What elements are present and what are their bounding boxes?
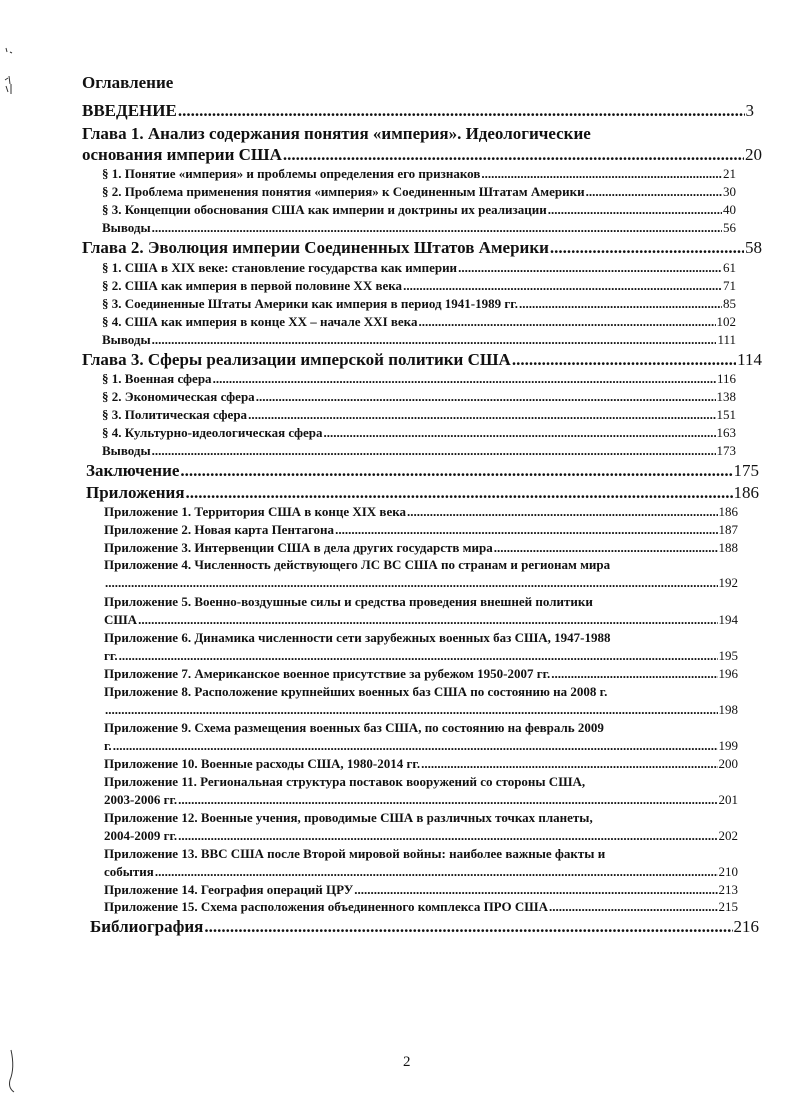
toc-entry-label: Приложение 7. Американское военное присутствие за рубежом 1950-2007 гг. <box>104 666 551 681</box>
toc-entry-page: 138 <box>716 389 736 404</box>
toc-entry-page: 201 <box>718 792 738 807</box>
toc-entry-page: 199 <box>718 738 738 753</box>
toc-entry-page: 116 <box>716 371 736 386</box>
scan-artifact-stroke <box>2 1048 22 1094</box>
toc-entry-bibliography[interactable] <box>90 917 759 937</box>
toc-entry-page: 200 <box>718 756 738 771</box>
toc-entry-label: Приложение 2. Новая карта Пентагона <box>104 522 335 537</box>
toc-entry-page: 102 <box>716 314 736 329</box>
toc-entry-app6[interactable] <box>104 648 738 664</box>
toc-entry-label: 2003-2006 гг. <box>104 792 178 807</box>
toc-entry-label: Приложение 10. Военные расходы США, 1980-2014 гг. <box>104 756 421 771</box>
toc-entry-page: 40 <box>723 202 736 217</box>
toc-leader-dots <box>354 882 717 898</box>
toc-entry-label: ВВЕДЕНИЕ <box>82 101 177 120</box>
toc-leader-dots <box>248 407 715 423</box>
toc-entry-label: § 1. США в XIX веке: становление государства как империи <box>102 260 458 275</box>
toc-leader-dots <box>335 522 717 538</box>
scan-artifact-marks <box>0 40 24 110</box>
toc-entry-page: 56 <box>723 220 736 235</box>
toc-leader-dots <box>421 756 717 772</box>
toc-leader-dots <box>113 738 718 754</box>
toc-entry-ch2-sec2[interactable] <box>102 278 736 294</box>
toc-entry-label: § 2. Проблема применения понятия «империя» к Соединенным Штатам Америки <box>102 184 585 199</box>
toc-entry-label: § 4. США как империя в конце XX – начале XXI века <box>102 314 418 329</box>
toc-entry-page: 196 <box>718 666 738 681</box>
toc-entry-appendices[interactable] <box>86 483 759 503</box>
toc-app6-title-line1: Приложение 6. Динамика численности сети зарубежных военных баз США, 1947-1988 <box>104 630 611 645</box>
toc-entry-chapter1[interactable] <box>82 145 762 165</box>
toc-entry-label: Заключение <box>86 461 180 480</box>
toc-entry-ch3-sec3[interactable] <box>102 407 736 423</box>
toc-leader-dots <box>407 504 717 520</box>
toc-leader-dots <box>186 483 733 503</box>
toc-entry-page: 58 <box>745 238 762 257</box>
toc-entry-page: 186 <box>733 483 759 502</box>
toc-entry-ch1-sec1[interactable] <box>102 166 736 182</box>
toc-entry-app14[interactable] <box>104 882 738 898</box>
toc-entry-label: § 3. Концепции обоснования США как империи и доктрины их реализации <box>102 202 547 217</box>
toc-entry-ch2-sec3[interactable] <box>102 296 736 312</box>
toc-leader-dots <box>551 666 717 682</box>
toc-entry-page: 71 <box>723 278 736 293</box>
toc-entry-label: Выводы <box>102 220 151 235</box>
toc-entry-app13[interactable] <box>104 864 738 880</box>
toc-entry-page: 85 <box>723 296 736 311</box>
toc-leader-dots <box>256 389 716 405</box>
toc-entry-app10[interactable] <box>104 756 738 772</box>
toc-leader-dots <box>105 702 718 718</box>
toc-entry-label: Приложение 14. География операций ЦРУ <box>104 882 354 897</box>
toc-leader-dots <box>152 220 722 236</box>
toc-entry-page: 20 <box>745 145 762 164</box>
toc-entry-chapter3[interactable] <box>82 350 762 370</box>
toc-entry-label: события <box>104 864 154 879</box>
toc-leader-dots <box>178 828 717 844</box>
toc-entry-app1[interactable] <box>104 504 738 520</box>
toc-entry-label: г. <box>104 738 112 753</box>
toc-entry-page: 198 <box>718 702 738 717</box>
toc-entry-conclusion[interactable] <box>86 461 759 481</box>
toc-entry-page: 194 <box>718 612 738 627</box>
toc-entry-ch1-sec2[interactable] <box>102 184 736 200</box>
toc-entry-page: 114 <box>737 350 762 369</box>
toc-leader-dots <box>152 443 716 459</box>
toc-entry-app12[interactable] <box>104 828 738 844</box>
toc-entry-page: 163 <box>716 425 736 440</box>
toc-leader-dots <box>481 166 722 182</box>
toc-leader-dots <box>178 792 717 808</box>
toc-entry-app11[interactable] <box>104 792 738 808</box>
toc-entry-label: Глава 3. Сферы реализации имперской политики США <box>82 350 511 369</box>
toc-entry-label: § 3. Политическая сфера <box>102 407 248 422</box>
toc-entry-page: 3 <box>745 101 754 120</box>
toc-entry-page: 30 <box>723 184 736 199</box>
toc-entry-label: Приложение 15. Схема расположения объединенного комплекса ПРО США <box>104 899 548 914</box>
toc-entry-ch1-sec3[interactable] <box>102 202 736 218</box>
toc-leader-dots <box>178 101 745 121</box>
toc-chapter1-title-line1: Глава 1. Анализ содержания понятия «империя». Идеологические <box>82 124 591 143</box>
toc-entry-page: 188 <box>718 540 738 555</box>
toc-entry-page: 210 <box>718 864 738 879</box>
toc-app11-title-line1: Приложение 11. Региональная структура поставок вооружений со стороны США, <box>104 774 586 789</box>
toc-entry-label: § 1. Военная сфера <box>102 371 212 386</box>
toc-leader-dots <box>458 260 722 276</box>
toc-entry-app2[interactable] <box>104 522 738 538</box>
toc-app8-title-line1: Приложение 8. Расположение крупнейших военных баз США по состоянию на 2008 г. <box>104 684 608 699</box>
toc-entry-intro[interactable] <box>82 101 754 121</box>
toc-leader-dots <box>403 278 722 294</box>
toc-entry-label: § 4. Культурно-идеологическая сфера <box>102 425 323 440</box>
toc-leader-dots <box>586 184 722 200</box>
toc-entry-label: Выводы <box>102 443 151 458</box>
toc-leader-dots <box>519 296 722 312</box>
toc-leader-dots <box>512 350 736 370</box>
toc-entry-app8[interactable] <box>104 702 738 718</box>
toc-entry-page: 186 <box>718 504 738 519</box>
toc-entry-page: 175 <box>733 461 759 480</box>
toc-entry-label: § 2. Экономическая сфера <box>102 389 255 404</box>
toc-entry-label: гг. <box>104 648 118 663</box>
toc-leader-dots <box>494 540 718 556</box>
toc-leader-dots <box>105 575 718 591</box>
toc-title: Оглавление <box>82 73 174 92</box>
toc-entry-label: § 3. Соединенные Штаты Америки как империя в период 1941-1989 гг. <box>102 296 518 311</box>
toc-entry-label: Глава 2. Эволюция империи Соединенных Штатов Америки <box>82 238 549 257</box>
toc-entry-label: США <box>104 612 138 627</box>
toc-entry-page: 192 <box>718 575 738 590</box>
toc-entry-label: Библиография <box>90 917 204 936</box>
toc-leader-dots <box>418 314 715 330</box>
toc-app4-title-line1: Приложение 4. Численность действующего ЛС ВС США по странам и регионам мира <box>104 557 611 572</box>
toc-entry-app4[interactable] <box>104 575 738 591</box>
toc-entry-ch3-sec2[interactable] <box>102 389 736 405</box>
toc-entry-page: 111 <box>717 332 736 347</box>
toc-entry-label: § 1. Понятие «империя» и проблемы определения его признаков <box>102 166 481 181</box>
toc-entry-page: 187 <box>718 522 738 537</box>
toc-entry-page: 216 <box>733 917 759 936</box>
toc-entry-page: 61 <box>723 260 736 275</box>
toc-entry-ch3-conclusions[interactable] <box>102 443 736 459</box>
toc-entry-ch2-conclusions[interactable] <box>102 332 736 348</box>
toc-entry-ch3-sec4[interactable] <box>102 425 736 441</box>
toc-leader-dots <box>180 461 732 481</box>
toc-entry-page: 202 <box>718 828 738 843</box>
toc-entry-label: Приложения <box>86 483 185 502</box>
toc-entry-page: 195 <box>718 648 738 663</box>
toc-leader-dots <box>283 145 744 165</box>
toc-leader-dots <box>550 238 744 258</box>
toc-entry-app9[interactable] <box>104 738 738 754</box>
toc-leader-dots <box>549 899 718 915</box>
toc-entry-app3[interactable] <box>104 540 738 556</box>
toc-app9-title-line1: Приложение 9. Схема размещения военных баз США, по состоянию на февраль 2009 <box>104 720 604 735</box>
toc-leader-dots <box>155 864 718 880</box>
toc-entry-page: 215 <box>718 899 738 914</box>
toc-entry-label: Приложение 1. Территория США в конце XIX века <box>104 504 407 519</box>
page-number: 2 <box>403 1054 411 1070</box>
toc-leader-dots <box>138 612 717 628</box>
toc-entry-chapter2[interactable] <box>82 238 762 258</box>
toc-entry-app7[interactable] <box>104 666 738 682</box>
toc-entry-app15[interactable] <box>104 899 738 915</box>
toc-leader-dots <box>119 648 718 664</box>
toc-app12-title-line1: Приложение 12. Военные учения, проводимые США в различных точках планеты, <box>104 810 593 825</box>
toc-entry-ch3-sec1[interactable] <box>102 371 736 387</box>
toc-entry-ch2-sec4[interactable] <box>102 314 736 330</box>
toc-leader-dots <box>204 917 732 937</box>
toc-leader-dots <box>152 332 717 348</box>
toc-app5-title-line1: Приложение 5. Военно-воздушные силы и средства проведения внешней политики <box>104 594 593 609</box>
toc-entry-label: 2004-2009 гг. <box>104 828 178 843</box>
toc-leader-dots <box>548 202 722 218</box>
toc-entry-page: 173 <box>716 443 736 458</box>
toc-leader-dots <box>324 425 716 441</box>
toc-entry-page: 151 <box>716 407 736 422</box>
toc-entry-page: 213 <box>718 882 738 897</box>
toc-entry-label: Приложение 3. Интервенции США в дела других государств мира <box>104 540 493 555</box>
toc-entry-label: основания империи США <box>82 145 282 164</box>
toc-app13-title-line1: Приложение 13. ВВС США после Второй мировой войны: наиболее важные факты и <box>104 846 606 861</box>
toc-entry-label: § 2. США как империя в первой половине XX века <box>102 278 403 293</box>
toc-entry-ch2-sec1[interactable] <box>102 260 736 276</box>
toc-entry-page: 21 <box>723 166 736 181</box>
toc-leader-dots <box>213 371 716 387</box>
toc-entry-ch1-conclusions[interactable] <box>102 220 736 236</box>
toc-entry-app5[interactable] <box>104 612 738 628</box>
toc-entry-label: Выводы <box>102 332 151 347</box>
